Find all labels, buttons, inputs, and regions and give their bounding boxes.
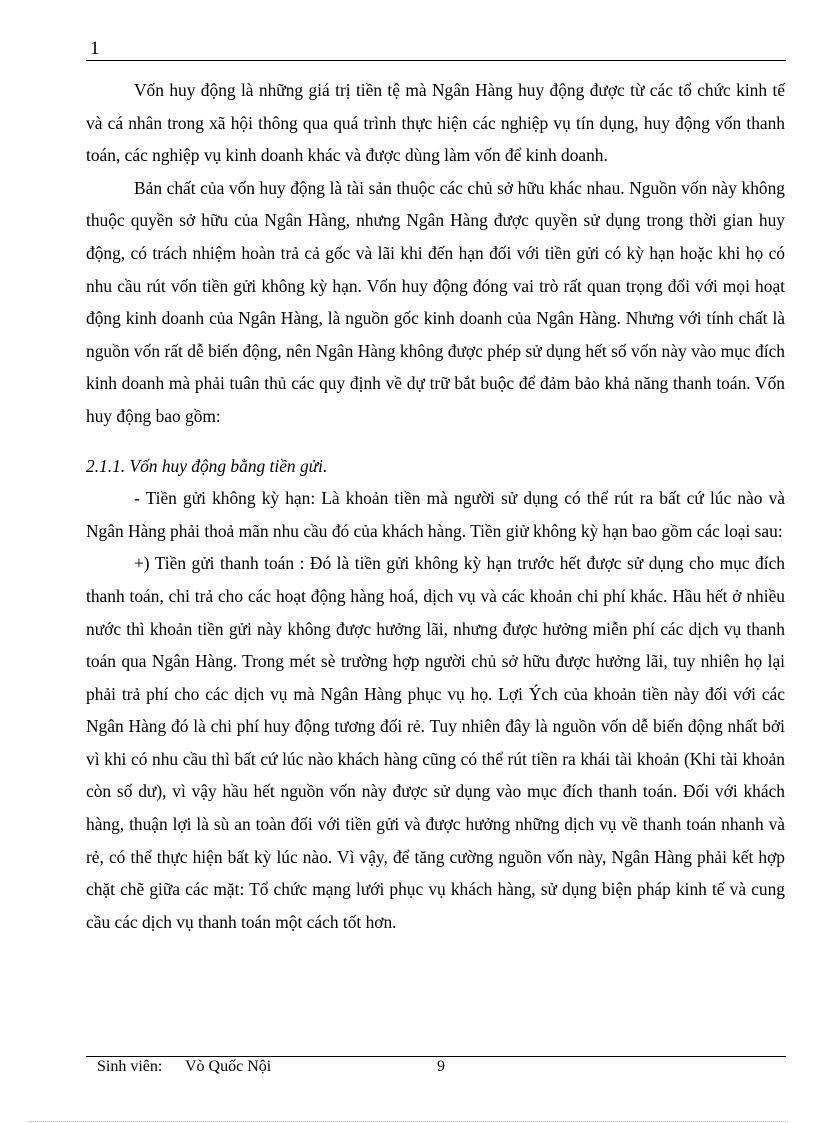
document-body xyxy=(86,74,785,938)
page-bottom-edge xyxy=(28,1121,788,1122)
header-page-number: 1 xyxy=(90,38,100,59)
footer-student-name: Vò Quốc Nội xyxy=(185,1058,272,1075)
paragraph-definition: Vốn huy động là những giá trị tiền tệ mà Ngân Hàng huy động được từ các tổ chức kinh tế và cá nhân trong xã hội thông qua quá trình thực hiện các nghiệp vụ tín dụng, huy động vốn thanh toán, các nghiệp vụ kinh doanh khác và được dùng làm vốn để kinh doanh. xyxy=(86,80,785,166)
paragraph-demand-deposit: - Tiền gửi không kỳ hạn: Là khoản tiền mà người sử dụng có thể rút ra bất cứ lúc nào và Ngân Hàng phải thoả mãn nhu cầu đó của khách hàng. Tiền giử không kỳ hạn bao gồm các loại sau: xyxy=(86,488,785,541)
header-divider xyxy=(86,60,786,61)
section-heading: 2.1.1. Vốn huy động bằng tiền gửi. xyxy=(86,455,328,476)
paragraph-nature: Bản chất của vốn huy động là tài sản thuộc các chủ sở hữu khác nhau. Nguồn vốn này không thuộc quyền sở hữu của Ngân Hàng, nhưng Ngân Hàng được quyền sử dụng trong thời gian huy động, có trách nhiệm hoàn trả cả gốc và lãi khi đến hạn đối với tiền gửi có kỳ hạn hoặc khi họ có nhu cầu rút vốn tiền gửi không kỳ hạn. Vốn huy động đóng vai trò rất quan trọng đối với mọi hoạt động kinh doanh của Ngân Hàng, là nguồn gốc kinh doanh của Ngân Hàng. Nhưng với tính chất là nguồn vốn rất dễ biến động, nên Ngân Hàng không được phép sử dụng hết số vốn này vào mục đích kinh doanh mà phải tuân thủ các quy định về dự trữ bắt buộc để đảm bảo khả năng thanh toán. Vốn huy động bao gồm: xyxy=(86,177,785,426)
paragraph-payment-deposit: +) Tiền gửi thanh toán : Đó là tiền gửi không kỳ hạn trước hết được sử dụng cho mục đích thanh toán, chi trả cho các hoạt động hàng hoá, dịch vụ và các khoản chi phí khác. Hầu hết ở nhiều nước thì khoản tiền gửi này không được hưởng lãi, nhưng được hưởng miễn phí các dịch vụ thanh toán qua Ngân Hàng. Trong mét sè trường hợp người chủ sở hữu được hưởng lãi, tuy nhiên họ lại phải trả phí cho các dịch vụ mà Ngân Hàng phục vụ họ. Lợi Ých của khoản tiền này đối với các Ngân Hàng đó là chi phí huy động tương đối rẻ. Tuy nhiên đây là nguồn vốn dễ biến động nhất bởi vì khi có nhu cầu thì bất cứ lúc nào khách hàng cũng có thể rút tiền ra khái tài khoản (Khi tài khoản còn số dư), vì vậy hầu hết nguồn vốn này được sử dụng vào mục đích thanh toán. Đối với khách hàng, thuận lợi là sù an toàn đối với tiền gửi và được hưởng những dịch vụ về thanh toán nhanh và rẻ, có thể thực hiện bất kỳ lúc nào. Vì vậy, để tăng cường nguồn vốn này, Ngân Hàng phải kết hợp chặt chẽ giữa các mặt: Tổ chức mạng lưới phục vụ khách hàng, sử dụng biện pháp kinh tế và cung cầu các dịch vụ thanh toán một cách tốt hơn. xyxy=(86,553,785,932)
footer-divider xyxy=(86,1056,786,1057)
footer-page-number: 9 xyxy=(437,1058,445,1075)
footer-student-label: Sinh viên: xyxy=(97,1058,163,1075)
